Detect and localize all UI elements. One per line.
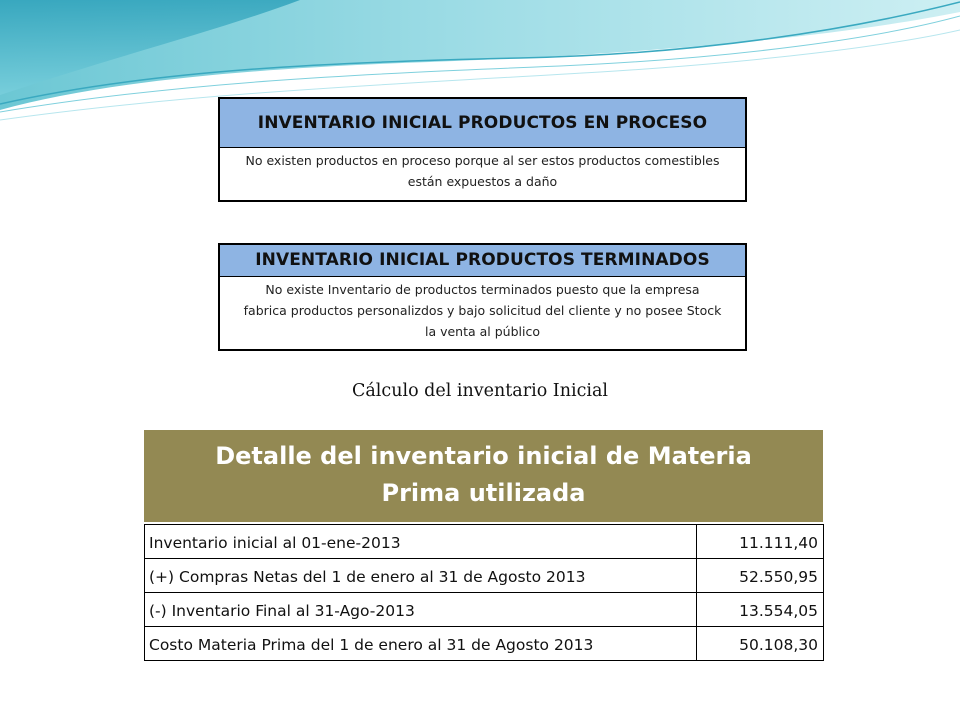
box-inventario-terminados	[218, 243, 747, 351]
box-proceso-line: No existen productos en proceso porque al ser estos productos comestibles	[245, 153, 720, 168]
box-proceso-line: están expuestos a daño	[407, 174, 558, 189]
detalle-title-line: Prima utilizada	[381, 479, 586, 507]
detalle-title-banner	[144, 430, 823, 522]
table-row	[145, 593, 824, 627]
concepto-cell: Costo Materia Prima del 1 de enero al 31 de Agosto 2013	[145, 627, 697, 661]
valor-cell: 52.550,95	[697, 559, 824, 593]
box-terminados-line: fabrica productos personalizdos y bajo solicitud del cliente y no posee Stock	[243, 303, 722, 318]
concepto-cell: (+) Compras Netas del 1 de enero al 31 de Agosto 2013	[145, 559, 697, 593]
subtitle-calculo: Cálculo del inventario Inicial	[351, 381, 609, 401]
box-inventario-proceso	[218, 97, 747, 202]
valor-cell: 13.554,05	[697, 593, 824, 627]
box-terminados-line: la venta al público	[424, 324, 540, 339]
box-proceso-text	[220, 148, 745, 195]
box-terminados-line: No existe Inventario de productos terminados puesto que la empresa	[265, 282, 700, 297]
box-terminados-text	[220, 277, 745, 345]
concepto-cell: Inventario inicial al 01-ene-2013	[145, 525, 697, 559]
table-row	[145, 559, 824, 593]
detalle-table	[144, 524, 824, 661]
box-terminados-title: INVENTARIO INICIAL PRODUCTOS TERMINADOS	[220, 245, 745, 277]
valor-cell: 11.111,40	[697, 525, 824, 559]
valor-cell: 50.108,30	[697, 627, 824, 661]
concepto-cell: (-) Inventario Final al 31-Ago-2013	[145, 593, 697, 627]
table-row	[145, 525, 824, 559]
box-proceso-title: INVENTARIO INICIAL PRODUCTOS EN PROCESO	[220, 99, 745, 148]
detalle-title-line: Detalle del inventario inicial de Materia	[215, 442, 752, 470]
table-row	[145, 627, 824, 661]
